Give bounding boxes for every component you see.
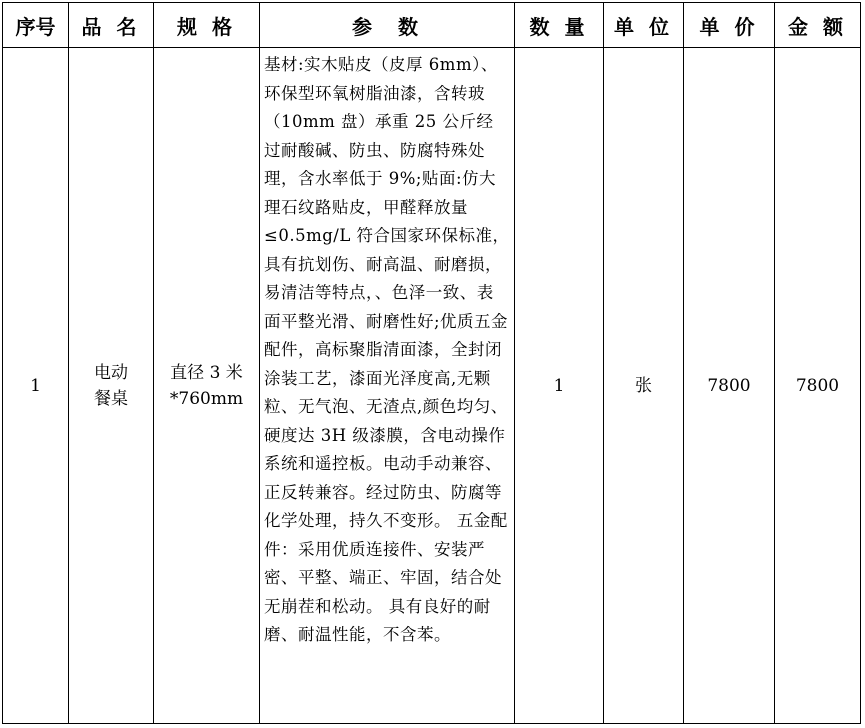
product-spec: 直径 3 米 *760mm: [169, 362, 244, 409]
header-params: 参 数: [260, 3, 515, 48]
header-name: 品 名: [69, 3, 154, 48]
header-amount: 金 额: [775, 3, 861, 48]
cell-price: 7800: [684, 48, 775, 724]
header-qty: 数 量: [515, 3, 604, 48]
header-index: 序号: [3, 3, 69, 48]
header-price: 单 价: [684, 3, 775, 48]
header-row: [3, 3, 861, 48]
spec-table: [2, 2, 861, 724]
cell-qty: 1: [515, 48, 604, 724]
cell-amount: 7800: [775, 48, 861, 724]
table-row: [3, 48, 861, 724]
cell-unit: 张: [604, 48, 684, 724]
cell-params: 基材:实木贴皮（皮厚 6mm）、环保型环氧树脂油漆，含转玻（10mm 盘）承重 25 公斤经过耐酸碱、防虫、防腐特殊处理，含水率低于 9%;贴面:仿大理石纹路贴皮，甲醛释放量≤0.5mg/L 符合国家环保标准，具有抗划伤、耐高温、耐磨损，易清洁等特点，、色泽一致、表面平整光滑、耐磨性好;优质五金配件，高标聚脂清面漆，全封闭涂装工艺，漆面光泽度高,无颗粒、无气泡、无渣点,颜色均匀、硬度达 3H 级漆膜，含电动操作系统和遥控板。电动手动兼容、正反转兼容。经过防虫、防腐等化学处理，持久不变形。 五金配件：采用优质连接件、安装严密、平整、端正、牢固，结合处无崩茬和松动。 具有良好的耐磨、耐温性能，不含苯。: [260, 48, 515, 724]
cell-spec: [154, 48, 260, 724]
cell-index: 1: [3, 48, 69, 724]
product-name: 电动 餐桌: [94, 362, 128, 409]
cell-name: [69, 48, 154, 724]
header-unit: 单 位: [604, 3, 684, 48]
header-spec: 规 格: [154, 3, 260, 48]
